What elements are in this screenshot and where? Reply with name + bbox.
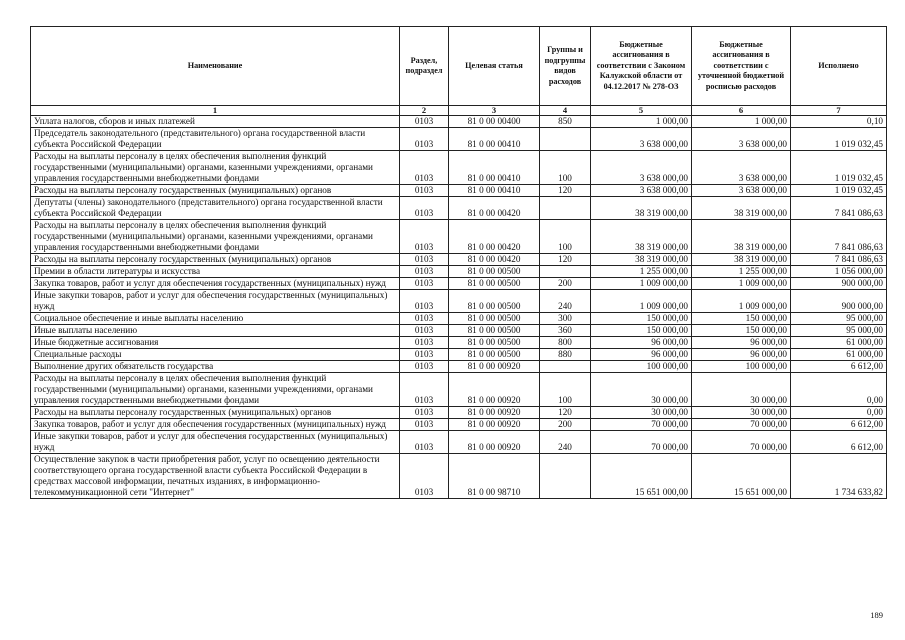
table-row	[31, 185, 887, 197]
cell-law: 38 319 000,00	[591, 254, 692, 266]
cell-executed: 1 734 633,82	[791, 454, 887, 499]
cell-name: Социальное обеспечение и иные выплаты населению	[31, 313, 400, 325]
col-header-section: Раздел, подраздел	[400, 27, 449, 106]
cell-target: 81 0 00 00410	[449, 151, 540, 185]
cell-name: Иные закупки товаров, работ и услуг для обеспечения государственных (муниципальных) нужд	[31, 290, 400, 313]
table-row	[31, 290, 887, 313]
cell-refined: 1 000,00	[692, 116, 791, 128]
cell-target: 81 0 00 00920	[449, 407, 540, 419]
cell-target: 81 0 00 00920	[449, 431, 540, 454]
cell-executed: 1 019 032,45	[791, 128, 887, 151]
cell-section: 0103	[400, 266, 449, 278]
column-number-row	[31, 106, 887, 116]
cell-target: 81 0 00 00420	[449, 254, 540, 266]
cell-name: Председатель законодательного (представительного) органа государственной власти субъекта Российской Федерации	[31, 128, 400, 151]
cell-section: 0103	[400, 185, 449, 197]
cell-refined: 150 000,00	[692, 325, 791, 337]
cell-executed: 7 841 086,63	[791, 220, 887, 254]
cell-name: Расходы на выплаты персоналу государственных (муниципальных) органов	[31, 254, 400, 266]
cell-executed: 6 612,00	[791, 431, 887, 454]
cell-section: 0103	[400, 220, 449, 254]
cell-section: 0103	[400, 325, 449, 337]
cell-name: Расходы на выплаты персоналу в целях обеспечения выполнения функций государственными (муниципальными) органами, казенными учреждениями, органами управления государственными внебюджетными фондами	[31, 373, 400, 407]
cell-target: 81 0 00 00410	[449, 128, 540, 151]
cell-group: 240	[540, 290, 591, 313]
cell-refined: 96 000,00	[692, 337, 791, 349]
cell-law: 15 651 000,00	[591, 454, 692, 499]
cell-law: 38 319 000,00	[591, 220, 692, 254]
cell-refined: 3 638 000,00	[692, 151, 791, 185]
cell-law: 3 638 000,00	[591, 128, 692, 151]
cell-group	[540, 361, 591, 373]
cell-law: 1 255 000,00	[591, 266, 692, 278]
cell-refined: 30 000,00	[692, 407, 791, 419]
cell-refined: 38 319 000,00	[692, 197, 791, 220]
cell-executed: 0,00	[791, 373, 887, 407]
cell-name: Расходы на выплаты персоналу в целях обеспечения выполнения функций государственными (муниципальными) органами, казенными учреждениями, органами управления государственными внебюджетными фондами	[31, 151, 400, 185]
cell-executed: 95 000,00	[791, 325, 887, 337]
cell-target: 81 0 00 00500	[449, 266, 540, 278]
col-number: 7	[791, 106, 887, 116]
cell-section: 0103	[400, 349, 449, 361]
cell-refined: 3 638 000,00	[692, 185, 791, 197]
cell-target: 81 0 00 00400	[449, 116, 540, 128]
cell-target: 81 0 00 00500	[449, 313, 540, 325]
cell-executed: 1 019 032,45	[791, 151, 887, 185]
cell-refined: 15 651 000,00	[692, 454, 791, 499]
cell-law: 70 000,00	[591, 431, 692, 454]
cell-target: 81 0 00 00920	[449, 361, 540, 373]
col-header-refined: Бюджетные ассигнования в соответствии с уточненной бюджетной росписью расходов	[692, 27, 791, 106]
cell-law: 150 000,00	[591, 325, 692, 337]
cell-law: 150 000,00	[591, 313, 692, 325]
cell-section: 0103	[400, 454, 449, 499]
cell-executed: 7 841 086,63	[791, 254, 887, 266]
cell-target: 81 0 00 00500	[449, 278, 540, 290]
cell-executed: 61 000,00	[791, 337, 887, 349]
cell-group: 120	[540, 185, 591, 197]
cell-name: Иные выплаты населению	[31, 325, 400, 337]
table-row	[31, 313, 887, 325]
table-row	[31, 151, 887, 185]
col-header-target: Целевая статья	[449, 27, 540, 106]
col-header-groups: Группы и подгруппы видов расходов	[540, 27, 591, 106]
cell-name: Выполнение других обязательств государства	[31, 361, 400, 373]
cell-name: Расходы на выплаты персоналу государственных (муниципальных) органов	[31, 407, 400, 419]
cell-name: Осуществление закупок в части приобретения работ, услуг по освещению деятельности соответствующего органа государственной власти субъекта Российской Федерации в средствах массовой информации, печатных изданиях, в информационно-телекоммуникационной сети "Интернет"	[31, 454, 400, 499]
col-header-name: Наименование	[31, 27, 400, 106]
cell-executed: 1 056 000,00	[791, 266, 887, 278]
cell-law: 3 638 000,00	[591, 185, 692, 197]
cell-name: Премии в области литературы и искусства	[31, 266, 400, 278]
cell-target: 81 0 00 00920	[449, 373, 540, 407]
cell-executed: 900 000,00	[791, 290, 887, 313]
col-number: 2	[400, 106, 449, 116]
cell-target: 81 0 00 00420	[449, 197, 540, 220]
cell-name: Иные бюджетные ассигнования	[31, 337, 400, 349]
cell-section: 0103	[400, 313, 449, 325]
table-row	[31, 254, 887, 266]
col-number: 5	[591, 106, 692, 116]
cell-name: Закупка товаров, работ и услуг для обеспечения государственных (муниципальных) нужд	[31, 419, 400, 431]
cell-target: 81 0 00 00500	[449, 337, 540, 349]
table-row	[31, 220, 887, 254]
cell-refined: 3 638 000,00	[692, 128, 791, 151]
cell-refined: 38 319 000,00	[692, 220, 791, 254]
cell-executed: 0,00	[791, 407, 887, 419]
cell-group	[540, 128, 591, 151]
cell-refined: 1 255 000,00	[692, 266, 791, 278]
cell-group: 850	[540, 116, 591, 128]
header-row	[31, 27, 887, 106]
cell-law: 100 000,00	[591, 361, 692, 373]
col-header-law: Бюджетные ассигнования в соответствии с Законом Калужской области от 04.12.2017 № 278-ОЗ	[591, 27, 692, 106]
col-number: 3	[449, 106, 540, 116]
cell-section: 0103	[400, 116, 449, 128]
cell-section: 0103	[400, 337, 449, 349]
cell-law: 38 319 000,00	[591, 197, 692, 220]
cell-target: 81 0 00 00420	[449, 220, 540, 254]
cell-group: 120	[540, 254, 591, 266]
cell-group: 120	[540, 407, 591, 419]
cell-section: 0103	[400, 361, 449, 373]
cell-refined: 96 000,00	[692, 349, 791, 361]
cell-target: 81 0 00 00920	[449, 419, 540, 431]
table-row	[31, 419, 887, 431]
cell-target: 81 0 00 00410	[449, 185, 540, 197]
cell-name: Уплата налогов, сборов и иных платежей	[31, 116, 400, 128]
table-row	[31, 407, 887, 419]
table-row	[31, 431, 887, 454]
cell-group	[540, 454, 591, 499]
cell-executed: 900 000,00	[791, 278, 887, 290]
cell-refined: 100 000,00	[692, 361, 791, 373]
cell-refined: 70 000,00	[692, 431, 791, 454]
cell-section: 0103	[400, 290, 449, 313]
table-row	[31, 373, 887, 407]
cell-target: 81 0 00 00500	[449, 325, 540, 337]
cell-executed: 1 019 032,45	[791, 185, 887, 197]
cell-section: 0103	[400, 419, 449, 431]
cell-group: 880	[540, 349, 591, 361]
cell-law: 96 000,00	[591, 337, 692, 349]
cell-group: 200	[540, 278, 591, 290]
cell-section: 0103	[400, 278, 449, 290]
cell-law: 96 000,00	[591, 349, 692, 361]
cell-target: 81 0 00 00500	[449, 290, 540, 313]
table-body	[31, 116, 887, 499]
table-row	[31, 197, 887, 220]
cell-executed: 6 612,00	[791, 361, 887, 373]
table-row	[31, 116, 887, 128]
cell-section: 0103	[400, 407, 449, 419]
cell-group: 200	[540, 419, 591, 431]
cell-section: 0103	[400, 373, 449, 407]
col-number: 4	[540, 106, 591, 116]
cell-section: 0103	[400, 151, 449, 185]
table-row	[31, 278, 887, 290]
cell-law: 1 009 000,00	[591, 290, 692, 313]
table-row	[31, 325, 887, 337]
cell-name: Закупка товаров, работ и услуг для обеспечения государственных (муниципальных) нужд	[31, 278, 400, 290]
cell-executed: 0,10	[791, 116, 887, 128]
cell-section: 0103	[400, 254, 449, 266]
cell-target: 81 0 00 00500	[449, 349, 540, 361]
cell-refined: 1 009 000,00	[692, 278, 791, 290]
cell-law: 1 009 000,00	[591, 278, 692, 290]
cell-group: 100	[540, 373, 591, 407]
cell-section: 0103	[400, 197, 449, 220]
table-row	[31, 266, 887, 278]
table-row	[31, 361, 887, 373]
table-row	[31, 454, 887, 499]
cell-law: 30 000,00	[591, 373, 692, 407]
cell-group: 100	[540, 220, 591, 254]
cell-refined: 30 000,00	[692, 373, 791, 407]
budget-table-page	[30, 26, 886, 499]
cell-section: 0103	[400, 128, 449, 151]
budget-table	[30, 26, 887, 499]
cell-refined: 70 000,00	[692, 419, 791, 431]
cell-name: Иные закупки товаров, работ и услуг для обеспечения государственных (муниципальных) нужд	[31, 431, 400, 454]
cell-law: 3 638 000,00	[591, 151, 692, 185]
cell-group: 300	[540, 313, 591, 325]
cell-group: 800	[540, 337, 591, 349]
cell-group: 100	[540, 151, 591, 185]
cell-refined: 150 000,00	[692, 313, 791, 325]
cell-law: 70 000,00	[591, 419, 692, 431]
col-number: 1	[31, 106, 400, 116]
col-number: 6	[692, 106, 791, 116]
cell-name: Специальные расходы	[31, 349, 400, 361]
table-row	[31, 128, 887, 151]
cell-refined: 1 009 000,00	[692, 290, 791, 313]
cell-executed: 61 000,00	[791, 349, 887, 361]
cell-group: 240	[540, 431, 591, 454]
cell-target: 81 0 00 98710	[449, 454, 540, 499]
cell-name: Расходы на выплаты персоналу государственных (муниципальных) органов	[31, 185, 400, 197]
cell-section: 0103	[400, 431, 449, 454]
table-row	[31, 349, 887, 361]
col-header-executed: Исполнено	[791, 27, 887, 106]
cell-law: 30 000,00	[591, 407, 692, 419]
cell-executed: 6 612,00	[791, 419, 887, 431]
cell-group	[540, 197, 591, 220]
cell-refined: 38 319 000,00	[692, 254, 791, 266]
cell-executed: 95 000,00	[791, 313, 887, 325]
table-row	[31, 337, 887, 349]
cell-law: 1 000,00	[591, 116, 692, 128]
cell-name: Расходы на выплаты персоналу в целях обеспечения выполнения функций государственными (муниципальными) органами, казенными учреждениями, органами управления государственными внебюджетными фондами	[31, 220, 400, 254]
cell-group: 360	[540, 325, 591, 337]
cell-group	[540, 266, 591, 278]
cell-executed: 7 841 086,63	[791, 197, 887, 220]
cell-name: Депутаты (члены) законодательного (представительного) органа государственной власти субъекта Российской Федерации	[31, 197, 400, 220]
page-number: 189	[870, 610, 883, 620]
